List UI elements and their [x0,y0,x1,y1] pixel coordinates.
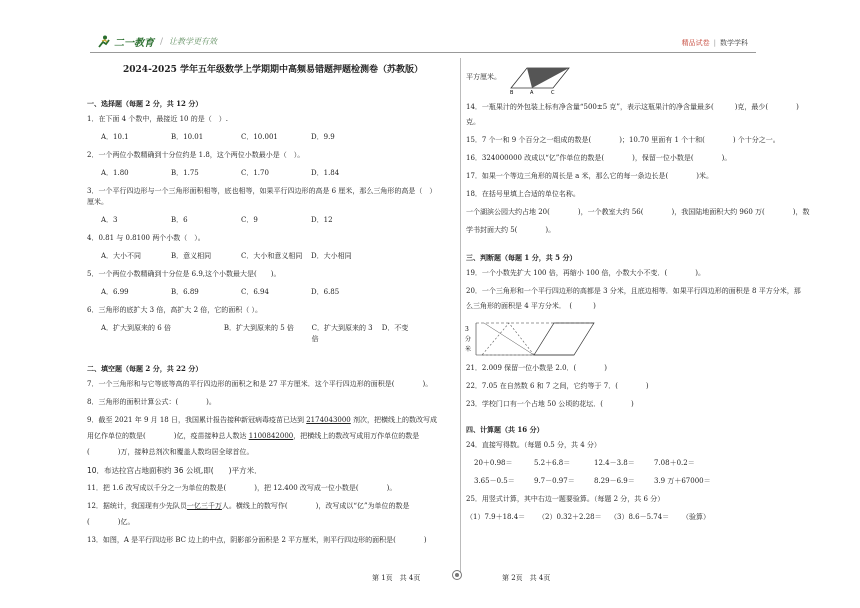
binding-ring-icon [452,570,462,580]
question-6-options: A．扩大到原来的 6 倍 B．扩大到原来的 5 倍 C．扩大到原来的 3 倍 D．不变 [101,324,409,343]
triangle-parallelogram-figure [464,319,604,359]
question-21: 21．2.009 保留一位小数是 2.0．( ) [466,364,607,372]
question-11: 11．把 1.6 改写成以千分之一为单位的数是( )，把 12.400 改写成一位小数是( )。 [87,484,397,492]
question-23: 23．学校门口有一个占地 50 公顷的花坛．( ) [466,400,634,408]
question-7: 7．一个三角形和与它等底等高的平行四边形的面积之和是 27 平方厘米．这个平行四边形的面积是( )。 [87,380,433,388]
question-5-options: A．6.99 B．6.89 C．6.94 D．6.85 [101,288,340,296]
question-9: 9．截至 2021 年 9 月 18 日，我国累计报告接种新冠病毒疫苗已达到 2174043000 剂次，把横线上的数改写成 [87,416,437,424]
section-judge-heading: 三、判断题（每题 1 分，共 5 分） [466,253,577,262]
question-3-cont: 厘米。 [87,198,108,206]
brand-name: 二一教育 [114,38,154,49]
question-16: 16．324000000 改成以“亿”作单位的数是( )，保留一位小数是( )。 [466,154,732,162]
header-tags: 精品试卷 | 数学学科 [681,39,748,47]
parallelogram-figure [509,64,573,94]
column-divider [460,58,461,573]
section-fill-heading: 二、填空题（每题 2 分，共 22 分） [87,364,203,373]
section-choice-heading: 一、选择题（每题 2 分，共 12 分） [87,99,203,108]
header-rule [90,52,756,53]
question-15: 15．7 个一和 9 个百分之一组成的数是( )；10.70 里面有 1 个十和( ) 个十分之一。 [466,136,780,144]
page-number-1: 第 1页 共 4页 [372,574,421,582]
page-number-2: 第 2页 共 4页 [502,574,551,582]
question-25-items: （1）7.9＋18.4＝ （2）0.32＋2.28＝ （3）8.6－5.74＝ （验算） [466,513,710,521]
question-10: 10．布达拉宫占地面积约 36 公顷,即( )平方米． [87,466,262,475]
tag-label: 精品试卷 [681,39,710,47]
subject-label: 数学学科 [720,39,748,47]
question-24: 24．直接写得数。（每题 0.5 分，共 4 分） [466,441,601,449]
question-22: 22．7.05 在自然数 6 和 7 之间，它约等于 7．( ) [466,382,649,390]
question-19: 19．一个小数先扩大 100 倍，再缩小 100 倍，小数大小不变．( )。 [466,269,705,277]
brand-logo [96,34,217,49]
question-14-cont: 克。 [466,118,480,126]
question-8: 8．三角形的面积计算公式：( )。 [87,398,216,406]
question-3: 3．一个平行四边形与一个三角形面积相等，底也相等，如果平行四边形的高是 6 厘米，那么三角形的高是（ ） [87,187,437,195]
calc-row-2: 3.65－0.5＝ 9.7－0.97＝ 8.29－6.9＝ 3.9 万＋67000＝ [474,477,711,485]
question-25: 25．用竖式计算，其中右边一题要验算。（每题 2 分，共 6 分） [466,495,665,503]
right-column [466,58,812,530]
question-2-options: A．1.80 B．1.75 C．1.70 D．1.84 [101,169,340,177]
figure-label-a: A [530,90,534,94]
question-20: 20．一个三角形和一个平行四边形的高都是 3 分米，且底边相等．如果平行四边形的面积是 8 平方分米，那 [466,287,801,295]
left-column [87,58,459,553]
svg-text:3: 3 [465,326,469,333]
question-2: 2．一个两位小数精确到十分位约是 1.8，这个两位小数最小是（ ）。 [87,151,305,159]
question-4: 4．0.81 与 0.8100 两个小数（ ）。 [87,234,205,242]
question-18: 18．在括号里填上合适的单位名称。 [466,190,580,198]
section-calc-heading: 四、计算题（共 16 分） [466,425,544,434]
question-3-options: A．3 B．6 C．9 D．12 [101,216,333,224]
question-17: 17．如果一个等边三角形的周长是 a 米，那么它的每一条边长是( )米。 [466,172,713,180]
figure-label-b: B [510,90,514,94]
page-header [0,0,860,56]
question-4-options: A．大小不同 B．意义相同 C．大小和意义相同 D．大小相同 [101,252,352,260]
svg-text:分: 分 [465,336,472,343]
question-13: 13．如图，A 是平行四边形 BC 边上的中点，阴影部分面积是 2 平方厘米，则平行四边形的面积是( ) [87,536,427,544]
question-6: 6．三角形的底扩大 3 倍，高扩大 2 倍，它的面积（ ）。 [87,306,262,314]
question-14: 14．一瓶果汁的外包装上标有净含量“500±5 克”，表示这瓶果汁的净含量最多( )克，最少( ) [466,103,799,111]
question-20-cont: 么三角形的面积是 4 平方分米． ( ) [466,302,596,310]
calc-row-1: 20＋0.98＝ 5.2＋6.8＝ 12.4－3.8＝ 7.08＋0.2＝ [474,459,695,467]
exam-title: 2024-2025 学年五年级数学上学期期中高频易错题押题检测卷（苏教版） [123,65,423,75]
question-1-options: A．10.1 B．10.01 C．10.001 D．9.9 [101,133,335,141]
question-5: 5．一个两位小数精确到十分位是 6.9,这个小数最大是( )。 [87,270,281,278]
question-9-cont: 用亿作单位的数是( )亿，疫苗接种总人数达 1100842000，把横线上的数改写成用万作单位的数是 [87,432,420,440]
question-18-end: 学书封面大约 5( )。 [466,226,556,234]
question-12: 12．据统计，我国现有少先队员一亿三千万人。横线上的数写作( )，改写成以“亿”为单位的数是 [87,502,410,510]
question-12-cont: ( )亿。 [87,518,135,526]
question-1: 1．在下面 4 个数中，最接近 10 的是（ ）. [87,115,228,123]
runner-logo-icon [96,35,112,49]
svg-text:米: 米 [465,346,472,353]
question-13-cont: 平方厘米。 B A C [466,72,812,102]
header-divider: / [160,36,164,47]
brand-slogan: 让教学更有效 [169,37,218,46]
question-18-cont: 一个湖滨公园大约占地 20( )，一个教室大约 56( )，我国陆地面积大约 960 万( )，数 [466,208,810,216]
question-9-end: ( )万，接种总剂次和覆盖人数均居全球首位。 [87,448,254,456]
figure-label-c: C [551,90,555,94]
